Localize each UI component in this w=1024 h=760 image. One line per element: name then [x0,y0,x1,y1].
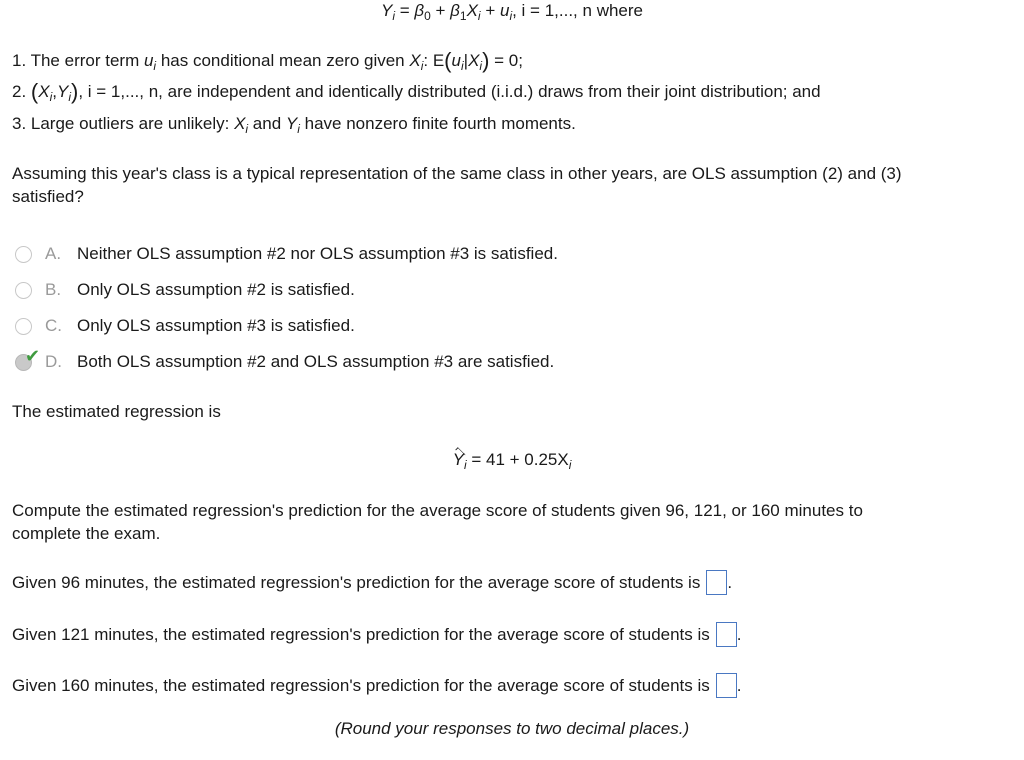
sub-i: i [153,59,157,73]
sub-i: i [479,59,483,73]
a1-prefix: 1. The error term [12,51,144,70]
compute-line-1: Compute the estimated regression's prediction for the average score of students given 96, 121, or 160 minutes to [12,501,863,520]
assumption-2: 2. $(X_i,Y_i)$, i = 1,..., n, are independent and identically distributed (i.i.d.) draws from their joint distribution; and [12,79,821,104]
sub-i-u: i [509,9,513,23]
a2-prefix: 2. [12,82,31,101]
sub-i: i [420,59,424,73]
option-text: Neither OLS assumption #2 nor OLS assumption #3 is satisfied. [77,244,558,263]
prediction-96 [12,570,732,595]
paren-open: ( [30,79,39,104]
var-u: u [499,1,510,20]
prediction-text: Given 160 minutes, the estimated regression's prediction for the average score of students is [12,676,710,695]
option-b[interactable] [0,280,1024,302]
var-x: X [234,114,246,133]
a3-prefix: 3. Large outliers are unlikely: [12,114,235,133]
answer-input-121[interactable] [716,622,737,647]
sub-i: i [568,458,572,472]
sub-i: i [297,122,300,136]
beta-1: β [450,1,460,20]
paren-close: ) [482,48,490,73]
question-line-2: satisfied? [12,187,84,206]
a2-text: , i = 1,..., n, are independent and identically distributed (i.i.d.) draws from their joint distribution; and [78,82,821,101]
option-text: Only OLS assumption #2 is satisfied. [77,280,355,299]
radio-button[interactable] [15,282,32,299]
expectation-e: : E [423,51,445,70]
prediction-121 [12,622,742,647]
sub-i: i [463,458,467,472]
model-equation [0,1,1024,23]
rounding-note: (Round your responses to two decimal places.) [334,719,690,738]
sub-i: i [460,59,464,73]
period: . [736,625,742,644]
sub-i-x: i [477,9,481,23]
assumption-1: 1. The error term $u_i$ has conditional mean zero given $X_i$: $E(u_i|X_i) = 0$; [12,48,523,73]
index-range: , i = 1,..., n [512,1,592,20]
regression-heading: The estimated regression is [12,402,221,421]
prediction-160 [12,673,742,698]
var-y: Y [381,1,393,20]
option-letter: D. [45,352,62,371]
y-hat: Y [452,450,464,469]
plus-sign: + [430,1,451,20]
compute-line-2: complete the exam. [12,524,161,543]
regression-equation [0,450,1024,472]
sub-i: i [68,90,71,104]
var-y: Y [285,114,298,133]
var-x: X [466,1,478,20]
period: . [727,573,733,592]
sub-i: i [49,90,53,104]
answer-input-96[interactable] [706,570,727,595]
var-x: X [468,51,480,70]
a1-mid: has conditional mean zero given [156,51,410,70]
period: . [736,676,742,695]
sub-i: i [392,9,396,23]
option-letter: B. [45,280,62,299]
equals-sign: = [395,1,415,20]
var-y: Y [56,82,69,101]
a3-end: have nonzero finite fourth moments. [299,114,576,133]
option-d[interactable] [0,346,1024,374]
a3-and: and [248,114,286,133]
option-text: Both OLS assumption #2 and OLS assumption #3 are satisfied. [77,352,555,371]
var-u: u [143,51,154,70]
sub-i: i [245,122,249,136]
option-letter: A. [45,244,62,263]
regression-rhs: = 41 + 0.25X [466,450,569,469]
option-c[interactable] [0,316,1024,338]
option-text: Only OLS assumption #3 is satisfied. [77,316,355,335]
prediction-text: Given 121 minutes, the estimated regression's prediction for the average score of students is [12,625,710,644]
option-letter: C. [45,316,62,335]
radio-button[interactable] [15,246,32,263]
radio-button[interactable] [15,318,32,335]
sub-0: 0 [424,9,431,23]
correct-checkmark-icon: ✔ [25,346,41,366]
question-line-1: Assuming this year's class is a typical representation of the same class in other years, are OLS assumption (2) and (3) [12,164,902,183]
answer-input-160[interactable] [716,673,737,698]
paren-close: ) [71,79,79,104]
a1-end: = 0; [489,51,523,70]
plus-sign-2: + [480,1,500,20]
var-u: u [451,51,461,70]
var-x: X [409,51,421,70]
beta-0: β [414,1,425,20]
var-x: X [38,82,50,101]
paren-open: ( [444,48,452,73]
assumption-3 [12,113,576,140]
where-label: where [591,1,643,20]
prediction-text: Given 96 minutes, the estimated regression's prediction for the average score of students is [12,573,701,592]
option-a[interactable] [0,244,1024,266]
sub-1: 1 [459,9,467,23]
